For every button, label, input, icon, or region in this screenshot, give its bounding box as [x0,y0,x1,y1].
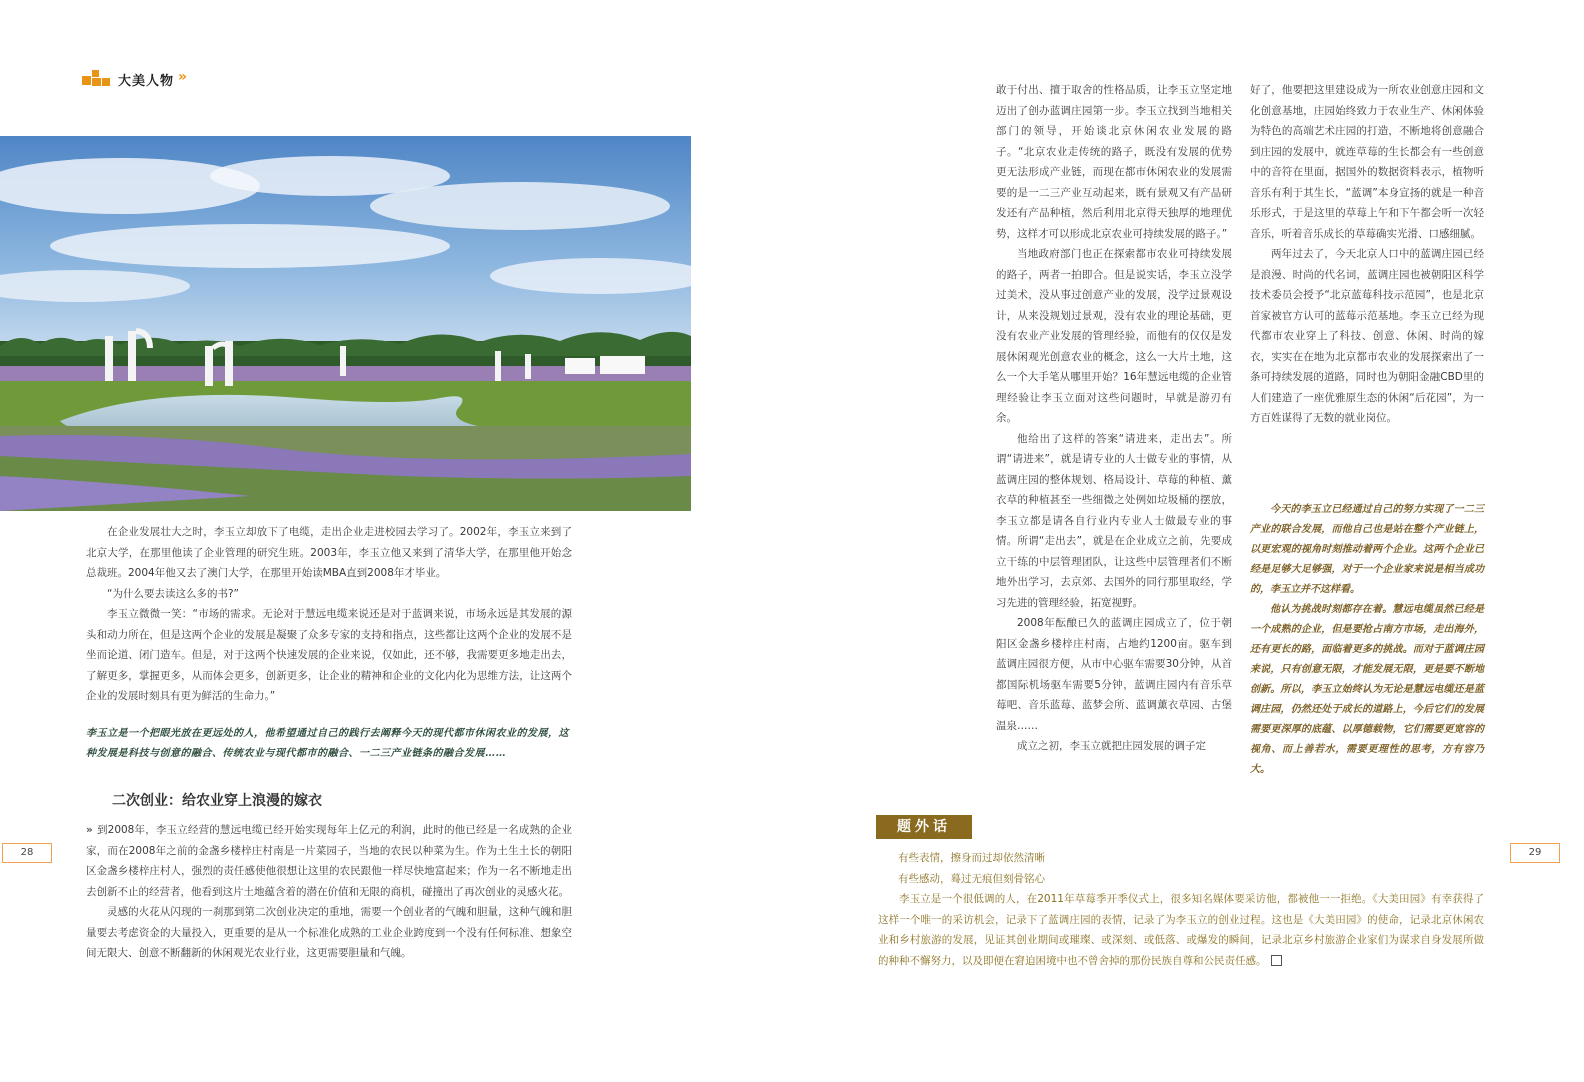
aside-text [878,848,1484,971]
paragraph: 当地政府部门也正在探索都市农业可持续发展的路子，两者一拍即合。但是说实话，李玉立没学过美术，没从事过创意产业的发展，没学过景观设计，从来没规划过景观，没有农业的理论基础，更没有农业产业发展的管理经验，而他有的仅仅是发展休闲观光创意农业的概念，这么一大片土地，这么一个大手笔从哪里开始？16年慧远电缆的企业管理经验让李玉立面对这些问题时，早就是游刃有余。 [996,248,1232,424]
paragraph: 今天的李玉立已经通过自己的努力实现了一二三产业的联合发展，而他自己也是站在整个产业链上，以更宏观的视角时刻推动着两个企业。这两个企业已经是足够大足够强，对于一个企业家来说是相当成功的，李玉立并不这样看。 [1250,504,1484,595]
aside-line: 有些表情，擦身而过却依然清晰 [898,852,1045,864]
end-mark-icon [1271,955,1282,966]
double-chevron-icon: » [86,824,93,836]
paragraph: 2008年酝酿已久的蓝调庄园成立了，位于朝阳区金盏乡楼梓庄村南，占地约1200亩。驱车到蓝调庄园很方便，从市中心驱车需要30分钟，从首都国际机场驱车需要5分钟，蓝调庄园内有音乐草莓吧、音乐蓝莓、蓝梦会所、蓝调薰衣草园、古堡温泉…… [996,617,1232,732]
paragraph: 好了，他要把这里建设成为一所农业创意庄园和文化创意基地，庄园始终致力于农业生产、休闲体验为特色的高端艺术庄园的打造，不断地将创意融合到庄园的发展中，就连草莓的生长都会有一些创意中的音符在里面，据国外的数据资料表示，植物听音乐有利于其生长，“蓝调”本身宣扬的就是一种音乐形式，于是这里的草莓上午和下午都会听一次轻音乐，听着音乐成长的草莓确实光滑、口感细腻。 [1250,84,1484,240]
paragraph: 他给出了这样的答案“请进来，走出去”。所谓“请进来”，就是请专业的人士做专业的事情，从蓝调庄园的整体规划、格局设计、草莓的种植、薰衣草的种植甚至一些细微之处例如垃圾桶的摆放，李玉立都是请各自行业内专业人士做最专业的事情。所谓“走出去”，就是在企业成立之前，先要成立干练的中层管理团队，让这些中层管理者们不断地外出学习，去京郊、去国外的同行那里取经，学习先进的管理经验，拓宽视野。 [996,432,1232,609]
aside-title: 题外话 [876,815,972,839]
double-chevron-icon: » [178,69,188,85]
page-number-right: 29 [1510,843,1560,863]
paragraph: 在企业发展壮大之时，李玉立却放下了电缆，走出企业走进校园去学习了。2002年，李玉立来到了北京大学，在那里他读了企业管理的研究生班。2003年，李玉立他又来到了清华大学，在那里他开始念总裁班。2004年他又去了澳门大学，在那里开始读MBA直到2008年才毕业。 [86,526,572,579]
pull-quote-left: 李玉立是一个把眼光放在更远处的人，他希望通过自己的践行去阐释今天的现代都市休闲农业的发展，这种发展是科技与创意的融合、传统农业与现代都市的融合、一二三产业链条的融合发展…… [86,728,569,759]
lavender-field-photo [0,136,691,511]
paragraph: 灵感的火花从闪现的一刹那到第二次创业决定的重地，需要一个创业者的气魄和胆量，这种气魄和胆量要去考虑资金的大量投入，更重要的是从一个标准化成熟的工业企业跨度到一个没有任何标准、想象空间无限大、创意不断翻新的休闲观光农业行业，这更需要胆量和气魄。 [86,906,572,959]
section-title: 大美人物 [118,74,175,89]
left-body-text [86,820,572,964]
pull-quote-right [1250,500,1484,780]
left-intro-text [86,522,572,707]
paragraph: 他认为挑战时刻都存在着。慧远电缆虽然已经是一个成熟的企业，但是要抢占南方市场，走出海外，还有更长的路，面临着更多的挑战。而对于蓝调庄园来说，只有创意无限，才能发展无限，更是要不断地创新。所以，李玉立始终认为无论是慧远电缆还是蓝调庄园，仍然还处于成长的道路上，今后它们的发展需要更深厚的底蕴、以厚德载物，它们需要更宽容的视角、而上善若水，需要更理性的思考，方有容乃大。 [1250,604,1484,775]
right-column-1 [996,80,1232,757]
page-number-left: 28 [2,843,52,863]
paragraph: 成立之初，李玉立就把庄园发展的调子定 [1017,740,1206,752]
aside-paragraph: 李玉立是一个很低调的人，在2011年草莓季开季仪式上，很多知名媒体要采访他，都被他一一拒绝。《大美田园》有幸获得了这样一个唯一的采访机会，记录下了蓝调庄园的表情，记录了为李玉立的创业过程。这也是《大美田园》的使命，记录北京休闲农业和乡村旅游的发展，见证其创业期间或璀璨、或深刻、或低落、或爆发的瞬间，记录北京乡村旅游企业家们为谋求自身发展所做的种种不懈努力，以及即便在窘迫困境中也不曾舍掉的那份民族自尊和公民责任感。 [878,893,1484,967]
paragraph: » 到2008年，李玉立经营的慧远电缆已经开始实现每年上亿元的利润，此时的他已经是一名成熟的企业家，而在2008年之前的金盏乡楼梓庄村南是一片菜园子，当地的农民以种菜为生。作为土生土长的朝阳区金盏乡楼梓庄村人，强烈的责任感使他很想让这里的农民跟他一样尽快地富起来；作为一名不断地走出去创新不止的经营者，他看到这片土地蕴含着的潜在价值和无限的商机，碰撞出了再次创业的灵感火花。 [86,824,572,898]
magazine-logo-icon [82,70,112,86]
section-subheading: 二次创业：给农业穿上浪漫的嫁衣 [112,793,322,809]
aside-line: 有些感动，蓦过无痕但刻骨铭心 [898,872,1045,885]
right-column-2 [1250,80,1484,429]
paragraph: “为什么要去读这么多的书?” [107,587,239,600]
paragraph: 敢于付出、擅于取舍的性格品质，让李玉立坚定地迈出了创办蓝调庄园第一步。李玉立找到当地相关部门的领导，开始谈北京休闲农业发展的路子。“北京农业走传统的路子，既没有发展的优势更无法形成产业链，而现在都市休闲农业的发展需要的是一二三产业互动起来，既有景观又有产品研发还有产品种植，然后利用北京得天独厚的地理优势，这样才可以形成北京农业可持续发展的路子。” [996,84,1232,240]
paragraph: 两年过去了，今天北京人口中的蓝调庄园已经是浪漫、时尚的代名词，蓝调庄园也被朝阳区科学技术委员会授予“北京蓝莓科技示范园”，也是北京首家被官方认可的蓝莓示范基地。李玉立已经为现代都市农业穿上了科技、创意、休闲、时尚的嫁衣，实实在在地为北京都市农业的发展探索出了一条可持续发展的道路，同时也为朝阳金融CBD里的人们建造了一座优雅原生态的休闲“后花园”，为一方百姓谋得了无数的就业岗位。 [1250,248,1484,424]
paragraph: 李玉立微微一笑：“市场的需求。无论对于慧远电缆来说还是对于蓝调来说，市场永远是其发展的源头和动力所在，但是这两个企业的发展是凝聚了众多专家的支持和指点，这些都让这两个企业的发展不是坐而论道、闭门造车。但是，对于这两个快速发展的企业来说，仅如此，还不够，我需要更多地走出去，了解更多，掌握更多，从而体会更多，创新更多，让企业的精神和企业的文化内化为思维方法，让这两个企业的发展时刻具有更为鲜活的生命力。” [86,608,572,702]
